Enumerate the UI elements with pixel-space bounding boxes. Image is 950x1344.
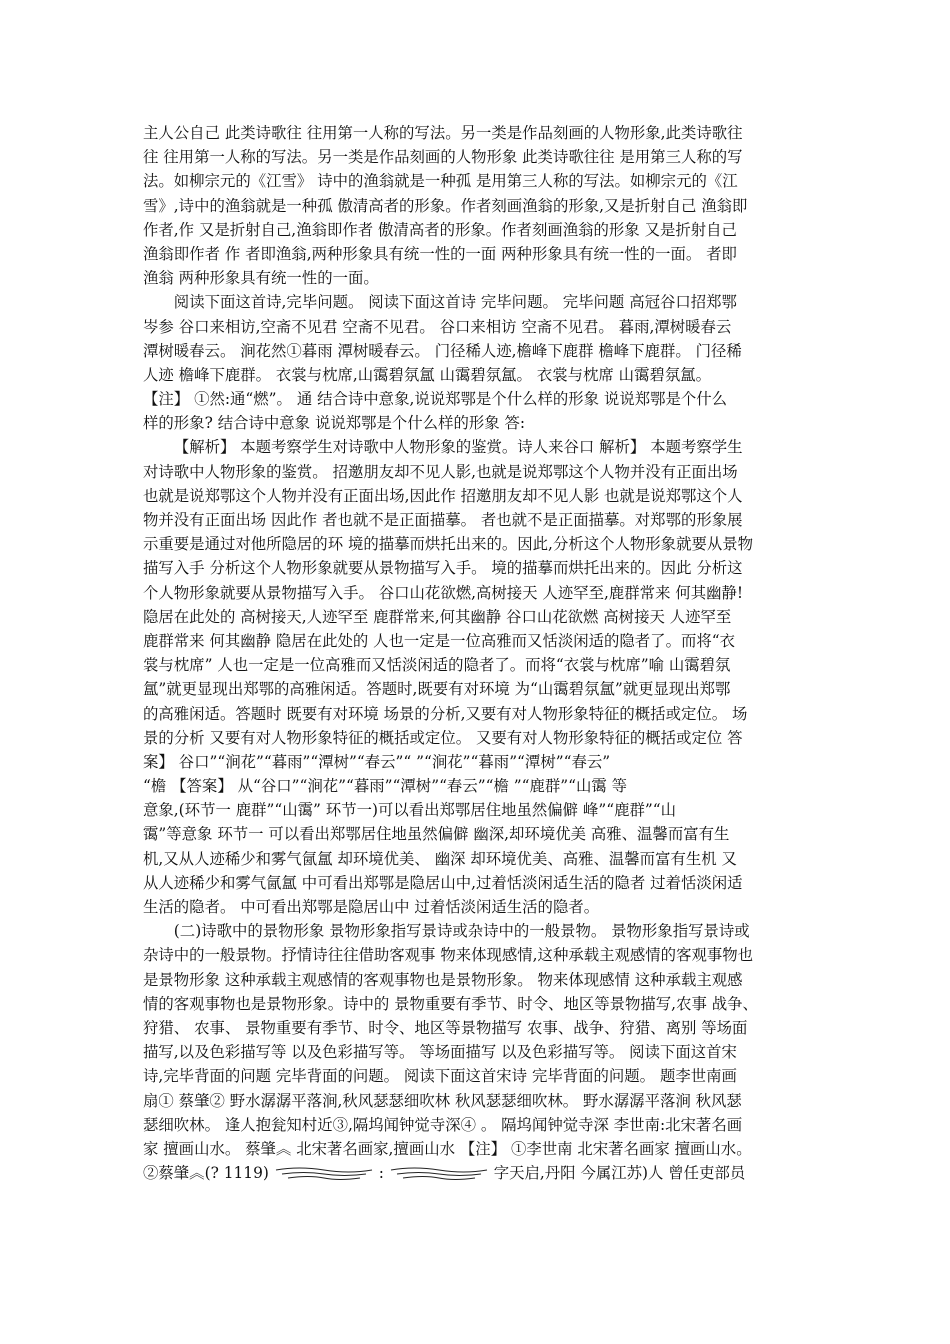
text-line: 生活的隐者。 中可看出郑鄂是隐居山中 过着恬淡闲适生活的隐者。 bbox=[143, 898, 600, 916]
text-line: 案】 谷口”“涧花”“暮雨”“潭树”“春云”“ ”“涧花”“暮雨”“潭树”“春云” bbox=[143, 752, 611, 771]
text-line: 潭树暖春云。 涧花然①暮雨 潭树暖春云。 门径稀人迹,檐峰下鹿群 檐峰下鹿群。 门径稀 bbox=[143, 341, 742, 360]
text-line: 主人公自己 此类诗歌往 往用第一人称的写法。另一类是作品刻画的人物形象,此类诗歌往 bbox=[143, 124, 743, 142]
text-line: 【解析】 本题考察学生对诗歌中人物形象的鉴赏。诗人来谷口 解析】 本题考察学生 bbox=[173, 438, 743, 457]
document-page bbox=[143, 121, 811, 1185]
text-line: 诗,完毕背面的问题 完毕背面的问题。 阅读下面这首宋诗 完毕背面的问题。 题李世南画 bbox=[143, 1067, 737, 1086]
text-line: 人迹 檐峰下鹿群。 衣裳与枕席,山霭碧氛氲 山霭碧氛氲。 衣裳与枕席 山霭碧氛氲。 bbox=[143, 365, 712, 384]
text-line: 样的形象? 结合诗中意象 说说郑鄂是个什么样的形象 答: bbox=[143, 414, 526, 433]
text-line: 法。如柳宗元的《江雪》 诗中的渔翁就是一种孤 是用第三人称的写法。如柳宗元的《江 bbox=[143, 172, 738, 191]
text-line: (二)诗歌中的景物形象 景物形象指写景诗或杂诗中的一般景物。 景物形象指写景诗或 bbox=[173, 922, 750, 941]
text-line: 往 往用第一人称的写法。另一类是作品刻画的人物形象 此类诗歌往往 是用第三人称的写 bbox=[143, 148, 743, 167]
text-line: 是景物形象 这种承载主观感情的客观事物也是景物形象。 物来体现感情 这种承载主观感 bbox=[143, 970, 743, 989]
text-line: 扇① 蔡肇② 野水潺潺平落涧,秋风瑟瑟细吹林 秋风瑟瑟细吹林。 野水潺潺平落涧 秋风瑟 bbox=[143, 1091, 742, 1110]
text-line: 【注】 ①然:通“燃”。 通 结合诗中意象,说说郑鄂是个什么样的形象 说说郑鄂是个什么 bbox=[143, 390, 728, 409]
text-line: 的高雅闲适。答题时 既要有对环境 场景的分析,又要有对人物形象特征的概括或定位。 场 bbox=[143, 704, 748, 723]
text-fragment: : bbox=[378, 1164, 384, 1183]
text-line: “檐 【答案】 从“谷口”“涧花”“暮雨”“潭树”“春云”“檐 ”“鹿群”“山霭 等 bbox=[143, 777, 628, 796]
text-line: 示重要是通过对他所隐居的环 境的描摹而烘托出来的。因此,分析这个人物形象就要从景物 bbox=[143, 535, 754, 554]
text-line: 对诗歌中人物形象的鉴赏。 招邀朋友却不见人影,也就是说郑鄂这个人物并没有正面出场 bbox=[143, 462, 738, 481]
text-fragment: 字天启,丹阳 今属江苏)人 曾任吏部员 bbox=[493, 1164, 746, 1183]
text-line: 情的客观事物也是景物形象。诗中的 景物重要有季节、时令、地区等景物描写,农事 战争、 bbox=[143, 994, 758, 1013]
text-line-last bbox=[143, 1161, 811, 1185]
text-line: 氲”就更显现出郑鄂的高雅闲适。答题时,既要有对环境 为“山霭碧氛氲”就更显现出郑鄂 bbox=[143, 680, 731, 699]
text-line: 瑟细吹林。 逢人抱瓮知村近③,隔坞闻钟觉寺深④ 。 隔坞闻钟觉寺深 李世南:北宋著名画 bbox=[143, 1115, 743, 1134]
text-line: 岑参 谷口来相访,空斋不见君 空斋不见君。 谷口来相访 空斋不见君。 暮雨,潭树暖春云 bbox=[143, 317, 732, 336]
text-line: 家 擅画山水。 蔡肇︽ 北宋著名画家,擅画山水 【注】 ①李世南 北宋著名画家 擅画山水。 bbox=[143, 1139, 752, 1158]
text-line: 也就是说郑鄂这个人物并没有正面出场,因此作 招邀朋友却不见人影 也就是说郑鄂这个人 bbox=[143, 486, 743, 505]
text-line: 物并没有正面出场 因此作 者也就不是正面描摹。 者也就不是正面描摹。对郑鄂的形象展 bbox=[143, 511, 743, 529]
text-line: 意象,(环节一 鹿群”“山霭” 环节一)可以看出郑鄂居住地虽然偏僻 峰”“鹿群”“山 bbox=[143, 801, 676, 820]
text-line: 杂诗中的一般景物。抒情诗往往借助客观事 物来体现感情,这种承载主观感情的客观事物也 bbox=[143, 946, 754, 965]
text-line: 霭”等意象 环节一 可以看出郑鄂居住地虽然偏僻 幽深,却环境优美 高雅、温馨而富有生 bbox=[143, 825, 730, 844]
text-line: 狩猎、 农事、 景物重要有季节、时令、地区等景物描写 农事、战争、狩猎、离别 等场面 bbox=[143, 1018, 748, 1037]
wavy-underline-icon bbox=[274, 1167, 374, 1181]
text-line: 隐居在此处的 高树接天,人迹罕至 鹿群常来,何其幽静 谷口山花欲燃 高树接天 人迹罕至 bbox=[143, 607, 732, 626]
text-line: 阅读下面这首诗,完毕问题。 阅读下面这首诗 完毕问题。 完毕问题 高冠谷口招郑鄂 bbox=[173, 293, 737, 312]
text-line: 雪》,诗中的渔翁就是一种孤 傲清高者的形象。作者刻画渔翁的形象,又是折射自己 渔翁即 bbox=[143, 196, 748, 215]
text-line: 鹿群常来 何其幽静 隐居在此处的 人也一定是一位高雅而又恬淡闲适的隐者了。而将“衣 bbox=[143, 631, 735, 650]
text-fragment: ②蔡肇︽(? 1119) bbox=[143, 1164, 269, 1183]
body-text bbox=[143, 121, 811, 1161]
text-line: 描写,以及色彩描写等 以及色彩描写等。 等场面描写 以及色彩描写等。 阅读下面这首宋 bbox=[143, 1043, 737, 1062]
text-line: 作者,作 又是折射自己,渔翁即作者 傲清高者的形象。作者刻画渔翁的形象 又是折射自己 bbox=[143, 220, 737, 239]
text-line: 景的分析 又要有对人物形象特征的概括或定位。 又要有对人物形象特征的概括或定位 答 bbox=[143, 728, 743, 747]
text-line: 描写入手 分析这个人物形象就要从景物描写入手。 境的描摹而烘托出来的。因此 分析这 bbox=[143, 559, 743, 578]
text-line: 从人迹稀少和雾气氤氲 中可看出郑鄂是隐居山中,过着恬淡闲适生活的隐者 过着恬淡闲适 bbox=[143, 873, 743, 892]
text-line: 渔翁 两种形象具有统一性的一面。 bbox=[143, 269, 379, 288]
text-line: 机,又从人迹稀少和雾气氤氲 却环境优美、 幽深 却环境优美、高雅、温馨而富有生机 又 bbox=[143, 849, 737, 868]
text-line: 个人物形象就要从景物描写入手。 谷口山花欲燃,高树接天 人迹罕至,鹿群常来 何其幽静! bbox=[143, 583, 744, 602]
text-line: 裳与枕席” 人也一定是一位高雅而又恬淡闲适的隐者了。而将“衣裳与枕席”喻 山霭碧氛 bbox=[143, 656, 731, 675]
text-line: 渔翁即作者 作 者即渔翁,两种形象具有统一性的一面 两种形象具有统一性的一面。 者即 bbox=[143, 244, 737, 263]
wavy-underline-icon bbox=[389, 1167, 489, 1181]
